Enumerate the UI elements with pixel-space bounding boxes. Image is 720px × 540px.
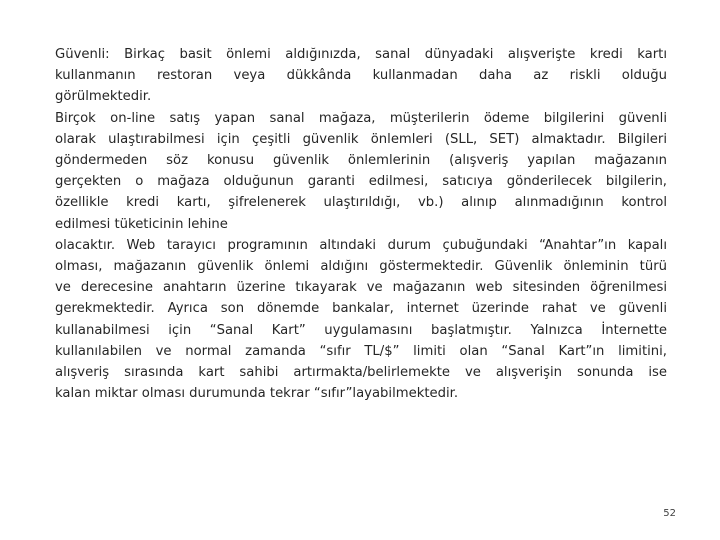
text-line: Birçok on-line satış yapan sanal mağaza, müşterilerin ödeme bilgilerini güvenli — [55, 110, 667, 126]
page-number: 52 — [663, 508, 676, 519]
text-line: kullanabilmesi için “Sanal Kart” uygulamasını başlatmıştır. Yalnızca İnternette — [55, 322, 667, 338]
text-line: olması, mağazanın güvenlik önlemi aldığını göstermektedir. Güvenlik önleminin türü — [55, 259, 667, 275]
text-line: özellikle kredi kartı, şifrelenerek ulaştırıldığı, vb.) alınıp alınmadığının kontrol — [55, 195, 667, 211]
text-line: olarak ulaştırabilmesi için çeşitli güvenlik önlemleri (SLL, SET) almaktadır. Bilgileri — [55, 131, 667, 147]
text-line: göndermeden söz konusu güvenlik önlemlerinin (alışveriş yapılan mağazanın — [55, 153, 667, 169]
body-text — [55, 44, 667, 404]
text-line: gerçekten o mağaza olduğunun garanti edilmesi, satıcıya gönderilecek bilgilerin, — [55, 174, 667, 190]
text-line: Güvenli: Birkaç basit önlemi aldığınızda, sanal dünyadaki alışverişte kredi kartı — [55, 47, 667, 62]
text-line: kullanılabilen ve normal zamanda “sıfır TL/$” limiti olan “Sanal Kart”ın limitini, — [55, 343, 667, 359]
text-line: gerekmektedir. Ayrıca son dönemde bankalar, internet üzerinde rahat ve güvenli — [55, 301, 667, 317]
text-line: kalan miktar olması durumunda tekrar “sıfır”layabilmektedir. — [55, 386, 459, 402]
text-line: kullanmanın restoran veya dükkânda kullanmadan daha az riskli olduğu — [55, 68, 667, 84]
text-line: olacaktır. Web tarayıcı programının altındaki durum çubuğundaki “Anahtar”ın kapalı — [55, 237, 667, 253]
text-line: alışveriş sırasında kart sahibi artırmakta/belirlemekte ve alışverişin sonunda ise — [55, 365, 667, 381]
text-line: ve derecesine anahtarın üzerine tıkayarak ve mağazanın web sitesinden öğrenilmesi — [55, 280, 667, 296]
text-line: edilmesi tüketicinin lehine — [55, 216, 228, 232]
text-line: görülmektedir. — [55, 89, 152, 105]
